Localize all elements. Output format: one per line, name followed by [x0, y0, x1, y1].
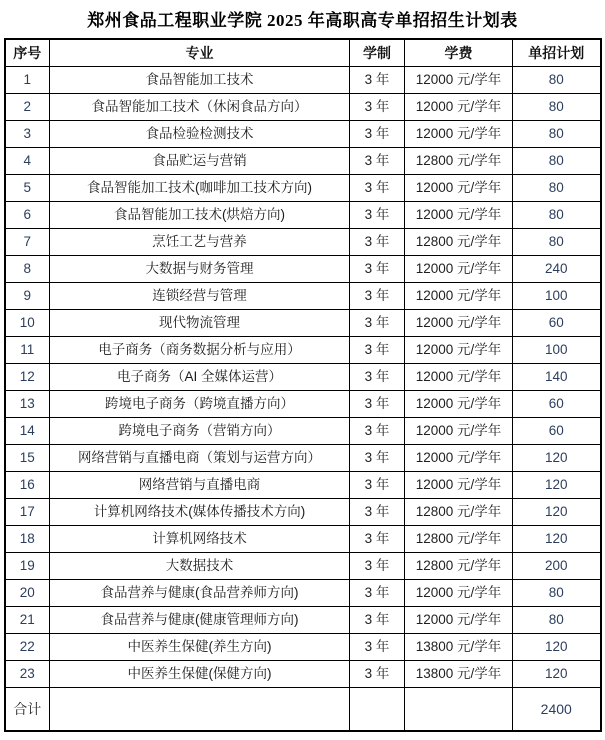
cell-duration: 3 年 — [350, 364, 405, 391]
cell-plan: 80 — [513, 121, 601, 148]
cell-duration: 3 年 — [350, 229, 405, 256]
cell-fee: 12000 元/学年 — [405, 607, 513, 634]
table-row — [5, 202, 601, 229]
cell-fee: 12000 元/学年 — [405, 364, 513, 391]
table-row — [5, 364, 601, 391]
table-row — [5, 256, 601, 283]
col-header-major: 专业 — [50, 39, 350, 67]
cell-no: 7 — [5, 229, 50, 256]
page-title: 郑州食品工程职业学院 2025 年高职高专单招招生计划表 — [87, 11, 518, 30]
cell-fee: 12000 元/学年 — [405, 202, 513, 229]
total-row — [5, 688, 601, 732]
total-value: 2400 — [513, 688, 601, 732]
table-row — [5, 418, 601, 445]
total-duration-empty — [350, 688, 405, 732]
total-label: 合计 — [5, 688, 50, 732]
cell-duration: 3 年 — [350, 121, 405, 148]
cell-duration: 3 年 — [350, 202, 405, 229]
cell-duration: 3 年 — [350, 175, 405, 202]
cell-no: 4 — [5, 148, 50, 175]
cell-fee: 12800 元/学年 — [405, 148, 513, 175]
cell-fee: 12000 元/学年 — [405, 121, 513, 148]
cell-major: 计算机网络技术 — [50, 526, 350, 553]
table-row — [5, 607, 601, 634]
cell-duration: 3 年 — [350, 310, 405, 337]
cell-no: 2 — [5, 94, 50, 121]
cell-plan: 100 — [513, 283, 601, 310]
cell-duration: 3 年 — [350, 391, 405, 418]
cell-plan: 240 — [513, 256, 601, 283]
cell-fee: 12000 元/学年 — [405, 337, 513, 364]
cell-major: 大数据技术 — [50, 553, 350, 580]
cell-plan: 120 — [513, 472, 601, 499]
cell-no: 16 — [5, 472, 50, 499]
cell-major: 电子商务（AI 全媒体运营） — [50, 364, 350, 391]
cell-major: 烹饪工艺与营养 — [50, 229, 350, 256]
cell-major: 计算机网络技术(媒体传播技术方向) — [50, 499, 350, 526]
cell-major: 食品检验检测技术 — [50, 121, 350, 148]
cell-plan: 120 — [513, 526, 601, 553]
col-header-plan: 单招计划 — [513, 39, 601, 67]
cell-no: 17 — [5, 499, 50, 526]
cell-plan: 120 — [513, 499, 601, 526]
cell-plan: 140 — [513, 364, 601, 391]
cell-major: 网络营销与直播电商（策划与运营方向） — [50, 445, 350, 472]
header-row — [5, 39, 601, 67]
cell-duration: 3 年 — [350, 67, 405, 94]
cell-plan: 80 — [513, 202, 601, 229]
cell-no: 19 — [5, 553, 50, 580]
cell-duration: 3 年 — [350, 499, 405, 526]
table-row — [5, 310, 601, 337]
cell-fee: 12000 元/学年 — [405, 418, 513, 445]
cell-major: 网络营销与直播电商 — [50, 472, 350, 499]
cell-fee: 12800 元/学年 — [405, 499, 513, 526]
cell-no: 20 — [5, 580, 50, 607]
table-row — [5, 148, 601, 175]
cell-fee: 12000 元/学年 — [405, 256, 513, 283]
cell-no: 3 — [5, 121, 50, 148]
cell-major: 现代物流管理 — [50, 310, 350, 337]
table-row — [5, 445, 601, 472]
cell-plan: 80 — [513, 175, 601, 202]
cell-duration: 3 年 — [350, 661, 405, 688]
cell-plan: 80 — [513, 580, 601, 607]
cell-no: 1 — [5, 67, 50, 94]
cell-major: 连锁经营与管理 — [50, 283, 350, 310]
cell-plan: 100 — [513, 337, 601, 364]
cell-fee: 13800 元/学年 — [405, 661, 513, 688]
table-row — [5, 661, 601, 688]
cell-major: 食品贮运与营销 — [50, 148, 350, 175]
cell-duration: 3 年 — [350, 94, 405, 121]
cell-no: 23 — [5, 661, 50, 688]
cell-no: 10 — [5, 310, 50, 337]
cell-no: 11 — [5, 337, 50, 364]
cell-plan: 60 — [513, 310, 601, 337]
cell-fee: 12000 元/学年 — [405, 580, 513, 607]
cell-major: 食品营养与健康(健康管理师方向) — [50, 607, 350, 634]
cell-no: 9 — [5, 283, 50, 310]
table-row — [5, 526, 601, 553]
col-header-duration: 学制 — [350, 39, 405, 67]
table-row — [5, 553, 601, 580]
cell-fee: 12000 元/学年 — [405, 445, 513, 472]
cell-duration: 3 年 — [350, 553, 405, 580]
cell-no: 22 — [5, 634, 50, 661]
cell-fee: 12000 元/学年 — [405, 67, 513, 94]
table-row — [5, 580, 601, 607]
cell-duration: 3 年 — [350, 148, 405, 175]
cell-plan: 60 — [513, 418, 601, 445]
cell-plan: 120 — [513, 661, 601, 688]
cell-fee: 12000 元/学年 — [405, 94, 513, 121]
cell-fee: 13800 元/学年 — [405, 634, 513, 661]
table-row — [5, 391, 601, 418]
cell-no: 13 — [5, 391, 50, 418]
cell-duration: 3 年 — [350, 634, 405, 661]
cell-major: 食品智能加工技术（休闲食品方向） — [50, 94, 350, 121]
cell-duration: 3 年 — [350, 472, 405, 499]
cell-major: 大数据与财务管理 — [50, 256, 350, 283]
cell-plan: 80 — [513, 148, 601, 175]
cell-duration: 3 年 — [350, 526, 405, 553]
col-header-fee: 学费 — [405, 39, 513, 67]
cell-no: 5 — [5, 175, 50, 202]
cell-plan: 80 — [513, 94, 601, 121]
table-row — [5, 337, 601, 364]
cell-duration: 3 年 — [350, 418, 405, 445]
cell-major: 跨境电子商务（跨境直播方向） — [50, 391, 350, 418]
cell-plan: 80 — [513, 607, 601, 634]
cell-major: 跨境电子商务（营销方向） — [50, 418, 350, 445]
table-body — [5, 67, 601, 688]
table-row — [5, 634, 601, 661]
total-fee-empty — [405, 688, 513, 732]
cell-duration: 3 年 — [350, 256, 405, 283]
cell-duration: 3 年 — [350, 580, 405, 607]
cell-major: 电子商务（商务数据分析与应用） — [50, 337, 350, 364]
cell-duration: 3 年 — [350, 445, 405, 472]
cell-plan: 200 — [513, 553, 601, 580]
table-row — [5, 94, 601, 121]
cell-major: 食品智能加工技术 — [50, 67, 350, 94]
cell-fee: 12000 元/学年 — [405, 472, 513, 499]
col-header-no: 序号 — [5, 39, 50, 67]
cell-fee: 12000 元/学年 — [405, 310, 513, 337]
cell-major: 中医养生保健(养生方向) — [50, 634, 350, 661]
table-row — [5, 283, 601, 310]
cell-plan: 80 — [513, 67, 601, 94]
table-row — [5, 175, 601, 202]
cell-no: 6 — [5, 202, 50, 229]
cell-fee: 12000 元/学年 — [405, 391, 513, 418]
total-major-empty — [50, 688, 350, 732]
cell-major: 中医养生保健(保健方向) — [50, 661, 350, 688]
table-row — [5, 499, 601, 526]
table-row — [5, 121, 601, 148]
table-row — [5, 472, 601, 499]
cell-fee: 12000 元/学年 — [405, 175, 513, 202]
cell-fee: 12000 元/学年 — [405, 283, 513, 310]
table-row — [5, 67, 601, 94]
cell-no: 14 — [5, 418, 50, 445]
cell-fee: 12800 元/学年 — [405, 553, 513, 580]
cell-no: 12 — [5, 364, 50, 391]
enrollment-table — [4, 38, 602, 732]
cell-major: 食品智能加工技术(烘焙方向) — [50, 202, 350, 229]
cell-plan: 120 — [513, 445, 601, 472]
cell-plan: 120 — [513, 634, 601, 661]
cell-no: 21 — [5, 607, 50, 634]
cell-major: 食品营养与健康(食品营养师方向) — [50, 580, 350, 607]
cell-no: 18 — [5, 526, 50, 553]
cell-no: 15 — [5, 445, 50, 472]
cell-duration: 3 年 — [350, 337, 405, 364]
cell-plan: 60 — [513, 391, 601, 418]
cell-duration: 3 年 — [350, 283, 405, 310]
cell-plan: 80 — [513, 229, 601, 256]
table-row — [5, 229, 601, 256]
cell-fee: 12800 元/学年 — [405, 526, 513, 553]
cell-major: 食品智能加工技术(咖啡加工技术方向) — [50, 175, 350, 202]
cell-fee: 12800 元/学年 — [405, 229, 513, 256]
cell-duration: 3 年 — [350, 607, 405, 634]
cell-no: 8 — [5, 256, 50, 283]
